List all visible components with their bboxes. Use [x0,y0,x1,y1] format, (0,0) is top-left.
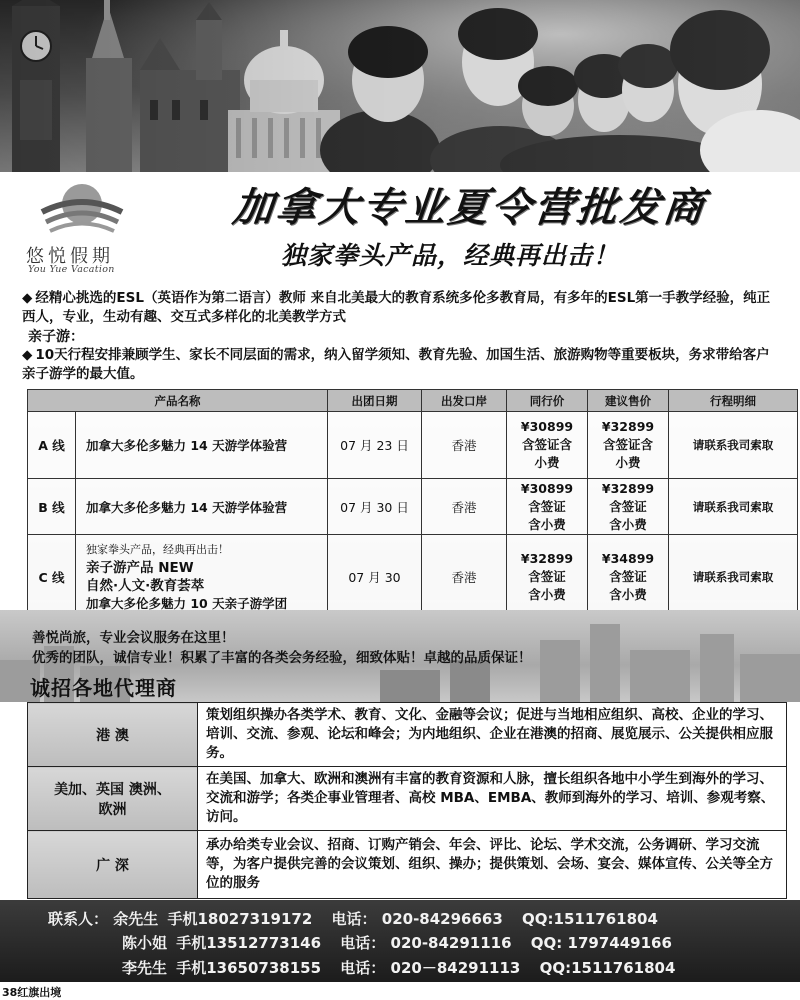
intro-esl-text: 经精心挑选的ESL（英语作为第二语言）教师 来自北美最大的教育系统多伦多教育局，有多年的ESL第一手教学经验，纯正西人，专业，生动有趣、交互式多样化的北美教学方式 [22,290,771,325]
agents-title: 诚招各地代理商 [30,676,177,700]
price-note: 小费 [534,455,560,470]
product-subtitle: 自然·人文·教育荟萃 [86,577,205,594]
contact-mobile: 手机18027319172 [167,910,313,928]
agent-description: 策划组织操办各类学术、教育、文化、金融等会议；促进与当地相应组织、高校、企业的学习、培训、交流、参观、论坛和峰会；为内地组织、企业在港澳的招商、展览展示、公关提供相应服务。 [198,703,787,767]
depart-date: 07 月 23 日 [328,412,422,479]
header-suggested-price: 建议售价 [588,390,669,412]
agent-region-line: 欧洲 [98,801,127,818]
agent-row-gz-sz [28,831,787,899]
agent-row-hk-macau [28,703,787,767]
product-new-label: 亲子游产品 NEW [86,559,194,576]
suggested-price [588,412,669,479]
contact-phone: 电话： 020-84296663 [331,910,503,928]
hero-photo [0,0,800,172]
agent-region: 广 深 [28,831,198,899]
contact-name: 余先生 [113,910,159,928]
line-label: B 线 [28,479,76,535]
agent-region [28,767,198,831]
contact-qq: QQ:1511761804 [522,910,658,928]
contact-qq: QQ: 1797449166 [530,934,672,952]
page-footer: 38红旗出境 [2,986,62,999]
headline: 加拿大专业夏令营批发商 [230,184,709,231]
itinerary-info: 请联系我司索取 [669,412,798,479]
contact-row [48,908,658,929]
peer-price [507,479,588,535]
header-depart-date: 出团日期 [328,390,422,412]
intro-family-paragraph [22,346,782,384]
peer-price [507,535,588,619]
contact-row [122,932,672,953]
products-header-row [28,390,798,412]
contact-row [122,957,675,978]
suggested-price [588,479,669,535]
bullet-icon: ◆ [22,347,33,363]
product-title: 加拿大多伦多魅力 10 天亲子游学团 [86,595,288,611]
brand-logo [36,178,128,238]
product-tagline: 独家拳头产品，经典再出击！ [86,542,229,556]
contact-qq: QQ:1511761804 [539,959,676,977]
price-note: 含小费 [609,516,647,532]
header-product-name: 产品名称 [28,390,328,412]
agent-region: 港 澳 [28,703,198,767]
contact-phone: 电话： 020-84291116 [340,934,512,952]
promo-line-1: 善悦尚旅，专业会议服务在这里！ [32,630,235,646]
price-value: ¥30899 [520,419,574,434]
price-note: 含小费 [528,516,566,532]
price-note: 含签证含 [521,437,572,452]
agent-description: 承办给类专业会议、招商、订购产销会、年会、评比、论坛、学术交流，公务调研、学习交流等，为客户提供完善的会议策划、组织、操办；提供策划、会场、宴会、媒体宣传、公关等全方位的服务 [198,831,787,899]
price-value: ¥30899 [520,480,574,496]
price-value: ¥32899 [601,419,655,434]
suggested-price [588,535,669,619]
agent-row-overseas [28,767,787,831]
contact-name: 陈小姐 [122,934,168,952]
brand-name: 悠悦假期 [26,246,114,267]
price-value: ¥32899 [520,550,574,566]
contact-mobile: 手机13512773146 [176,934,322,952]
header-depart-port: 出发口岸 [422,390,507,412]
header-itinerary: 行程明细 [669,390,798,412]
contact-mobile: 手机13650738155 [176,959,322,977]
price-value: ¥32899 [601,480,655,496]
product-name: 加拿大多伦多魅力 14 天游学体验营 [76,412,328,479]
itinerary-info: 请联系我司索取 [669,479,798,535]
product-row-a [28,412,798,479]
brand-name-english: You Yue Vacation [28,264,115,275]
slogan: 独家拳头产品，经典再出击！ [280,241,619,270]
depart-port: 香港 [422,535,507,619]
agent-region-line: 美加、英国 澳洲、 [54,781,171,798]
agent-description: 在美国、加拿大、欧洲和澳洲有丰富的教育资源和人脉，擅长组织各地中小学生到海外的学习、交流和游学；各类企事业管理者、高校 MBA、EMBA、教师到海外的学习、培训、参观考察、访问。 [198,767,787,831]
price-note: 小费 [615,455,641,470]
depart-port: 香港 [422,412,507,479]
price-note: 含签证 [609,498,647,514]
bullet-icon: ◆ [22,290,33,306]
price-note: 含签证含 [602,437,653,452]
depart-date: 07 月 30 日 [328,479,422,535]
price-note: 含小费 [609,586,647,602]
agents-table [27,702,787,899]
line-label: C 线 [28,535,76,619]
product-row-c [28,535,798,619]
product-name [76,535,328,619]
family-tour-heading: 亲子游： [28,329,84,345]
peer-price [507,412,588,479]
price-note: 含签证 [609,568,647,584]
price-note: 含签证 [528,568,566,584]
depart-port: 香港 [422,479,507,535]
line-label: A 线 [28,412,76,479]
depart-date: 07 月 30 [328,535,422,619]
product-name: 加拿大多伦多魅力 14 天游学体验营 [76,479,328,535]
price-value: ¥34899 [601,550,655,566]
contact-name: 李先生 [122,959,168,977]
intro-family-text: 10天行程安排兼顾学生、家长不同层面的需求，纳入留学须知、教育先验、加国生活、旅游购物等重要板块，务求带给客户亲子游学的最大值。 [22,347,770,382]
price-note: 含签证 [528,498,566,514]
header-peer-price: 同行价 [507,390,588,412]
itinerary-info: 请联系我司索取 [669,535,798,619]
intro-esl-paragraph [22,289,782,327]
price-note: 含小费 [528,586,566,602]
product-row-b [28,479,798,535]
promo-line-2: 优秀的团队，诚信专业！积累了丰富的各类会务经验，细致体贴！卓越的品质保证！ [32,650,532,666]
contact-phone: 电话： 020－84291113 [340,959,521,977]
products-table [27,389,798,619]
contact-label: 联系人： [48,910,109,928]
